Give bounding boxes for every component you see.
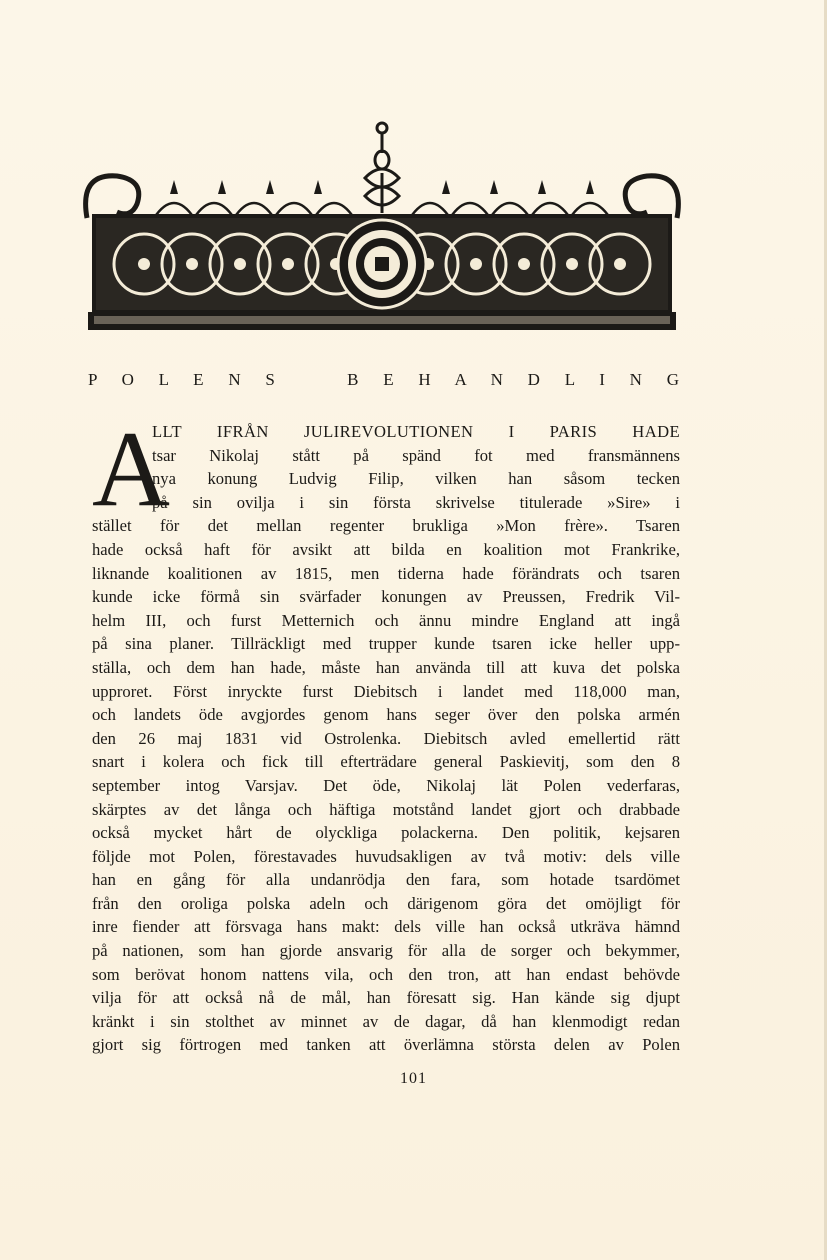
text-line: den 26 maj 1831 vid Ostrolenka. Diebitsch avled emellertid rätt [92, 728, 680, 748]
text-line: upproret. Först inryckte furst Diebitsch i landet med 118,000 man, [92, 681, 680, 701]
text-line: från den oroliga polska adeln och därigenom göra det omöjligt för [92, 893, 680, 913]
text-line: helm III, och furst Metternich och ännu mindre England att ingå [92, 610, 680, 630]
text-line: stället för det mellan regenter brukliga »Mon frère». Tsaren [92, 516, 680, 536]
text-line: LLT IFRÅN JULIREVOLUTIONEN I PARIS HADE [152, 422, 680, 441]
text-line: kränkt i sin stolthet av minnet av de dagar, då han klenmodigt redan [92, 1011, 680, 1031]
text-line: på sin ovilja i sin första skrivelse titulerade »Sire» i [152, 492, 680, 512]
chapter-heading-text: P O L E N S B E H A N D L I N G [88, 370, 680, 389]
text-line: som berövat honom nattens vila, och den tron, att han endast behövde [92, 964, 680, 984]
page-number: 101 [400, 1070, 427, 1087]
text-line: på sina planer. Tillräckligt med trupper kunde tsaren icke heller upp- [92, 634, 680, 654]
text-line: inre fiender att försvaga hans makt: dels ville han också utkräva hämnd [92, 917, 680, 937]
text-line: han en gång för alla undanrödja den fara, som hotade tsardömet [92, 870, 680, 890]
text-line: och landets öde avgjordes genom hans seger över den polska armén [92, 705, 680, 725]
text-line: gjort sig förtrogen med tanken att överlämna största delen av Polen [92, 1035, 680, 1055]
drop-cap: A [92, 410, 170, 529]
text-line: hade också haft för avsikt att bilda en koalition mot Frankrike, [92, 539, 680, 559]
text-line: vilja för att också nå de mål, han föresatt sig. Han kände sig djupt [92, 988, 680, 1008]
text-line: tsar Nikolaj stått på spänd fot med fransmännens [152, 445, 680, 465]
text-line: på nationen, som han gjorde ansvarig för alla de sorger och bekymmer, [92, 941, 680, 961]
text-line: kunde icke förmå sin svärfader konungen av Preussen, Fredrik Vil- [92, 587, 680, 607]
text-line: också mycket hårt de olyckliga polackerna. Den politik, kejsaren [92, 823, 680, 843]
text-line: snart i kolera och fick till efterträdare general Paskievitj, som den 8 [92, 752, 680, 772]
text-line: följde mot Polen, förestavades huvudsakligen av två motiv: dels ville [92, 846, 680, 866]
text-line: ställa, och dem han hade, måste han använda till att kuva det polska [92, 657, 680, 677]
body-text [92, 410, 680, 1057]
text-line: september intog Varsjav. Det öde, Nikolaj lät Polen vederfaras, [92, 775, 680, 795]
celtic-knot-headpiece-icon [82, 118, 682, 336]
chapter-heading [88, 370, 680, 390]
text-line: liknande koalitionen av 1815, men tiderna hade förändrats och tsaren [92, 563, 680, 583]
text-line: nya konung Ludvig Filip, vilken han såsom tecken [152, 469, 680, 489]
text-line: skärptes av det långa och häftiga motstånd landet gjort och drabbade [92, 799, 680, 819]
